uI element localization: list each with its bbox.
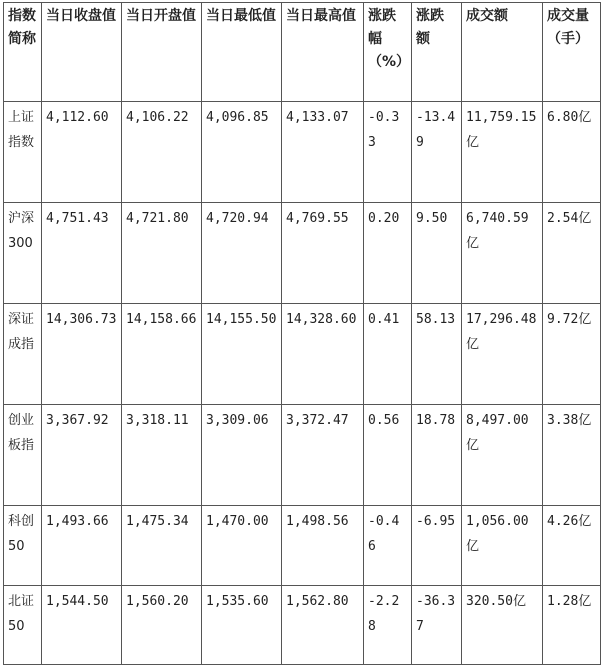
change-amt-cell: 58.13	[412, 304, 462, 405]
high-cell: 1,498.56	[282, 506, 364, 586]
index-name-cell: 深证成指	[4, 304, 42, 405]
close-cell: 14,306.73	[42, 304, 122, 405]
index-name-cell: 科创50	[4, 506, 42, 586]
volume-cell: 6.80亿	[543, 102, 601, 203]
open-cell: 4,721.80	[122, 203, 202, 304]
close-cell: 1,493.66	[42, 506, 122, 586]
open-cell: 1,475.34	[122, 506, 202, 586]
index-market-table	[3, 2, 601, 665]
turnover-cell: 8,497.00亿	[462, 405, 543, 506]
high-cell: 4,133.07	[282, 102, 364, 203]
high-cell: 14,328.60	[282, 304, 364, 405]
high-cell: 4,769.55	[282, 203, 364, 304]
index-name-cell: 创业板指	[4, 405, 42, 506]
close-cell: 3,367.92	[42, 405, 122, 506]
volume-cell: 3.38亿	[543, 405, 601, 506]
change-amt-cell: -13.49	[412, 102, 462, 203]
low-cell: 4,096.85	[202, 102, 282, 203]
header-close: 当日收盘值	[42, 3, 122, 102]
open-cell: 4,106.22	[122, 102, 202, 203]
close-cell: 1,544.50	[42, 586, 122, 665]
turnover-cell: 1,056.00亿	[462, 506, 543, 586]
change-pct-cell: 0.20	[364, 203, 412, 304]
header-change-pct: 涨跌幅（%）	[364, 3, 412, 102]
change-pct-cell: -0.33	[364, 102, 412, 203]
open-cell: 3,318.11	[122, 405, 202, 506]
change-amt-cell: -36.37	[412, 586, 462, 665]
index-name-cell: 上证指数	[4, 102, 42, 203]
header-turnover: 成交额	[462, 3, 543, 102]
header-change-amt: 涨跌额	[412, 3, 462, 102]
volume-cell: 1.28亿	[543, 586, 601, 665]
table-row	[4, 102, 601, 203]
turnover-cell: 17,296.48亿	[462, 304, 543, 405]
high-cell: 1,562.80	[282, 586, 364, 665]
index-name-cell: 北证50	[4, 586, 42, 665]
low-cell: 4,720.94	[202, 203, 282, 304]
change-pct-cell: 0.41	[364, 304, 412, 405]
table-row	[4, 203, 601, 304]
volume-cell: 2.54亿	[543, 203, 601, 304]
close-cell: 4,751.43	[42, 203, 122, 304]
index-name-cell: 沪深300	[4, 203, 42, 304]
high-cell: 3,372.47	[282, 405, 364, 506]
turnover-cell: 320.50亿	[462, 586, 543, 665]
change-pct-cell: -2.28	[364, 586, 412, 665]
low-cell: 1,535.60	[202, 586, 282, 665]
header-index-name: 指数简称	[4, 3, 42, 102]
close-cell: 4,112.60	[42, 102, 122, 203]
header-open: 当日开盘值	[122, 3, 202, 102]
turnover-cell: 11,759.15亿	[462, 102, 543, 203]
low-cell: 3,309.06	[202, 405, 282, 506]
table-row	[4, 586, 601, 665]
open-cell: 14,158.66	[122, 304, 202, 405]
header-row	[4, 3, 601, 102]
table-row	[4, 506, 601, 586]
change-pct-cell: 0.56	[364, 405, 412, 506]
volume-cell: 4.26亿	[543, 506, 601, 586]
change-amt-cell: -6.95	[412, 506, 462, 586]
open-cell: 1,560.20	[122, 586, 202, 665]
low-cell: 14,155.50	[202, 304, 282, 405]
change-pct-cell: -0.46	[364, 506, 412, 586]
table-row	[4, 405, 601, 506]
turnover-cell: 6,740.59亿	[462, 203, 543, 304]
change-amt-cell: 9.50	[412, 203, 462, 304]
header-volume: 成交量（手）	[543, 3, 601, 102]
low-cell: 1,470.00	[202, 506, 282, 586]
header-high: 当日最高值	[282, 3, 364, 102]
table-row	[4, 304, 601, 405]
header-low: 当日最低值	[202, 3, 282, 102]
change-amt-cell: 18.78	[412, 405, 462, 506]
volume-cell: 9.72亿	[543, 304, 601, 405]
